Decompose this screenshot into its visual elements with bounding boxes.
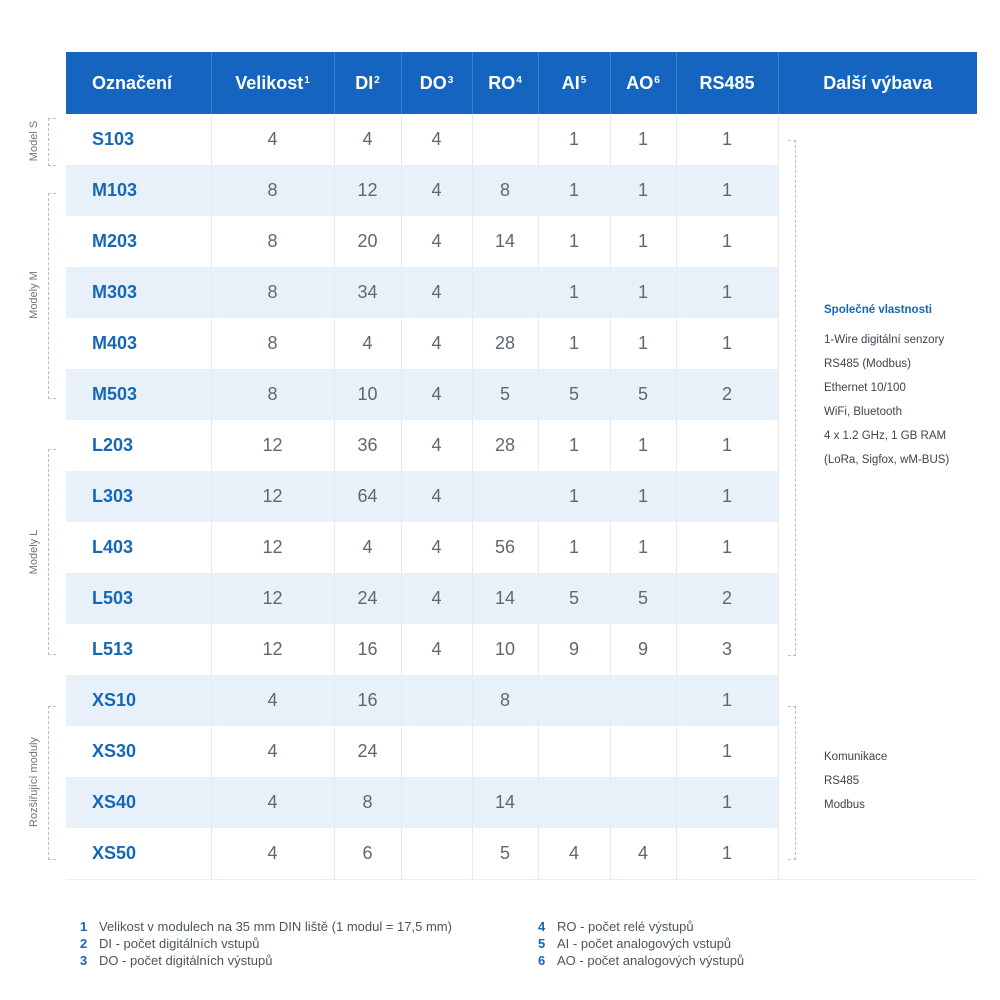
col-ro: $RO^4$ <box>472 52 538 114</box>
rs485-cell: 1 <box>676 522 778 573</box>
ai-cell: 1 <box>538 522 610 573</box>
di-cell: 16 <box>334 675 401 726</box>
ao-cell: 1 <box>610 420 676 471</box>
ro-cell: 8 <box>472 675 538 726</box>
do-cell: 4 <box>401 165 472 216</box>
extra-equipment-cell <box>778 573 977 624</box>
common-feature-item: RS485 (Modbus) <box>824 358 911 370</box>
velikost-cell: 4 <box>211 675 334 726</box>
ro-cell <box>472 471 538 522</box>
do-cell: 4 <box>401 573 472 624</box>
ro-cell: 56 <box>472 522 538 573</box>
di-cell: 6 <box>334 828 401 879</box>
group-label-rozsirujici-moduly: Rozšiřující moduly <box>28 737 40 827</box>
ai-cell: 1 <box>538 267 610 318</box>
footnote: 4 RO - počet relé výstupů <box>538 919 694 934</box>
common-feature-item: WiFi, Bluetooth <box>824 406 902 418</box>
ao-cell <box>610 777 676 828</box>
common-feature-item: Ethernet 10/100 <box>824 382 906 394</box>
velikost-cell: 4 <box>211 726 334 777</box>
table-row <box>66 114 977 165</box>
table-row <box>66 216 977 267</box>
do-cell: 4 <box>401 114 472 165</box>
col-ao: $AO^6$ <box>610 52 676 114</box>
ro-cell: 10 <box>472 624 538 675</box>
footnote: 2 DI - počet digitálních vstupů <box>80 936 260 951</box>
extra-equipment-cell <box>778 828 977 879</box>
ai-cell: 4 <box>538 828 610 879</box>
brace-expansion-features <box>788 706 796 860</box>
group-label-modely-m: Modely M <box>28 271 40 319</box>
table-row <box>66 573 977 624</box>
velikost-cell: 4 <box>211 114 334 165</box>
brace-common-features <box>788 140 796 656</box>
velikost-cell: 12 <box>211 420 334 471</box>
do-cell: 4 <box>401 624 472 675</box>
table-row <box>66 165 977 216</box>
velikost-cell: 12 <box>211 471 334 522</box>
do-cell: 4 <box>401 216 472 267</box>
rs485-cell: 1 <box>676 777 778 828</box>
ro-cell: 8 <box>472 165 538 216</box>
ao-cell <box>610 726 676 777</box>
velikost-cell: 4 <box>211 777 334 828</box>
model-name-cell: M303 <box>66 267 211 318</box>
ro-cell <box>472 114 538 165</box>
col-dalsi-vybava: Další výbava <box>778 52 977 114</box>
model-name-cell: M403 <box>66 318 211 369</box>
velikost-cell: 12 <box>211 624 334 675</box>
expansion-features-block <box>824 745 887 817</box>
di-cell: 8 <box>334 777 401 828</box>
expansion-feature-item: Komunikace <box>824 751 888 763</box>
ai-cell: 1 <box>538 114 610 165</box>
rs485-cell: 1 <box>676 267 778 318</box>
table-row <box>66 471 977 522</box>
col-di: $DI^2$ <box>334 52 401 114</box>
rs485-cell: 1 <box>676 828 778 879</box>
velikost-cell: 12 <box>211 522 334 573</box>
model-name-cell: XS50 <box>66 828 211 879</box>
group-label-modely-l: Modely L <box>28 529 40 575</box>
ai-cell <box>538 726 610 777</box>
do-cell <box>401 726 472 777</box>
ro-cell: 14 <box>472 216 538 267</box>
rs485-cell: 1 <box>676 165 778 216</box>
expansion-feature-item: Modbus <box>824 799 865 811</box>
col-velikost: Velikost$^1$ <box>211 52 334 114</box>
col-rs485: RS485 <box>676 52 778 114</box>
model-name-cell: L403 <box>66 522 211 573</box>
ai-cell <box>538 777 610 828</box>
ai-cell: 1 <box>538 420 610 471</box>
ro-cell: 28 <box>472 318 538 369</box>
di-cell: 4 <box>334 522 401 573</box>
velikost-cell: 8 <box>211 318 334 369</box>
extra-equipment-cell <box>778 675 977 726</box>
footnote: 6 AO - počet analogových výstupů <box>538 953 745 968</box>
di-cell: 12 <box>334 165 401 216</box>
footnote: 3 DO - počet digitálních výstupů <box>80 953 273 968</box>
do-cell <box>401 777 472 828</box>
extra-equipment-cell <box>778 165 977 216</box>
common-features-block <box>824 298 949 472</box>
ai-cell: 9 <box>538 624 610 675</box>
velikost-cell: 8 <box>211 216 334 267</box>
model-name-cell: XS10 <box>66 675 211 726</box>
rs485-cell: 1 <box>676 318 778 369</box>
model-name-cell: M103 <box>66 165 211 216</box>
extra-equipment-cell <box>778 216 977 267</box>
ai-cell: 1 <box>538 216 610 267</box>
di-cell: 34 <box>334 267 401 318</box>
ro-cell <box>472 267 538 318</box>
do-cell: 4 <box>401 471 472 522</box>
bracket-rozsirujici <box>48 706 56 860</box>
bracket-modely-l <box>48 449 56 655</box>
group-label-model-s: Model S <box>28 120 40 162</box>
ao-cell: 1 <box>610 165 676 216</box>
ao-cell: 5 <box>610 369 676 420</box>
velikost-cell: 4 <box>211 828 334 879</box>
velikost-cell: 8 <box>211 165 334 216</box>
ao-cell: 1 <box>610 522 676 573</box>
bracket-model-s <box>48 118 56 166</box>
table-row <box>66 522 977 573</box>
di-cell: 24 <box>334 726 401 777</box>
expansion-feature-item: RS485 <box>824 775 860 787</box>
rs485-cell: 1 <box>676 726 778 777</box>
model-name-cell: XS30 <box>66 726 211 777</box>
di-cell: 64 <box>334 471 401 522</box>
velikost-cell: 8 <box>211 369 334 420</box>
rs485-cell: 3 <box>676 624 778 675</box>
common-feature-item: (LoRa, Sigfox, wM-BUS) <box>824 454 950 466</box>
table-row <box>66 828 977 879</box>
model-name-cell: L303 <box>66 471 211 522</box>
col-do: $DO^3$ <box>401 52 472 114</box>
di-cell: 20 <box>334 216 401 267</box>
ao-cell: 9 <box>610 624 676 675</box>
rs485-cell: 1 <box>676 114 778 165</box>
do-cell: 4 <box>401 522 472 573</box>
di-cell: 24 <box>334 573 401 624</box>
velikost-cell: 12 <box>211 573 334 624</box>
rs485-cell: 2 <box>676 369 778 420</box>
do-cell <box>401 675 472 726</box>
extra-equipment-cell <box>778 114 977 165</box>
do-cell: 4 <box>401 369 472 420</box>
ai-cell: 1 <box>538 165 610 216</box>
model-name-cell: M203 <box>66 216 211 267</box>
model-name-cell: L203 <box>66 420 211 471</box>
ro-cell: 5 <box>472 369 538 420</box>
model-name-cell: S103 <box>66 114 211 165</box>
ai-cell: 1 <box>538 471 610 522</box>
common-feature-item: 4 x 1.2 GHz, 1 GB RAM <box>824 430 947 442</box>
rs485-cell: 1 <box>676 675 778 726</box>
ai-cell <box>538 675 610 726</box>
ao-cell: 1 <box>610 114 676 165</box>
velikost-cell: 8 <box>211 267 334 318</box>
ao-cell: 1 <box>610 267 676 318</box>
ao-cell: 1 <box>610 471 676 522</box>
common-feature-item: 1-Wire digitální senzory <box>824 334 945 346</box>
col-ai: $AI^5$ <box>538 52 610 114</box>
di-cell: 10 <box>334 369 401 420</box>
rs485-cell: 1 <box>676 420 778 471</box>
di-cell: 4 <box>334 114 401 165</box>
extra-equipment-cell <box>778 471 977 522</box>
table-row <box>66 624 977 675</box>
rs485-cell: 1 <box>676 216 778 267</box>
footnote: 1 Velikost v modulech na 35 mm DIN liště (1 modul = 17,5 mm) <box>80 919 452 934</box>
ai-cell: 5 <box>538 573 610 624</box>
model-name-cell: XS40 <box>66 777 211 828</box>
table-header-row <box>66 52 977 114</box>
ro-cell: 14 <box>472 573 538 624</box>
col-oznaceni: Označení <box>66 52 211 114</box>
ao-cell: 4 <box>610 828 676 879</box>
table-row <box>66 675 977 726</box>
extra-equipment-cell <box>778 522 977 573</box>
rs485-cell: 1 <box>676 471 778 522</box>
di-cell: 4 <box>334 318 401 369</box>
do-cell <box>401 828 472 879</box>
do-cell: 4 <box>401 267 472 318</box>
extra-equipment-cell <box>778 624 977 675</box>
model-name-cell: M503 <box>66 369 211 420</box>
do-cell: 4 <box>401 420 472 471</box>
footnote: 5 AI - počet analogových vstupů <box>538 936 732 951</box>
ao-cell: 1 <box>610 318 676 369</box>
do-cell: 4 <box>401 318 472 369</box>
model-name-cell: L503 <box>66 573 211 624</box>
rs485-cell: 2 <box>676 573 778 624</box>
ro-cell: 14 <box>472 777 538 828</box>
di-cell: 16 <box>334 624 401 675</box>
common-features-title: Společné vlastnosti <box>824 304 933 316</box>
di-cell: 36 <box>334 420 401 471</box>
ao-cell: 1 <box>610 216 676 267</box>
ro-cell <box>472 726 538 777</box>
ro-cell: 28 <box>472 420 538 471</box>
ai-cell: 5 <box>538 369 610 420</box>
ao-cell: 5 <box>610 573 676 624</box>
bracket-modely-m <box>48 193 56 399</box>
ao-cell <box>610 675 676 726</box>
model-name-cell: L513 <box>66 624 211 675</box>
ro-cell: 5 <box>472 828 538 879</box>
ai-cell: 1 <box>538 318 610 369</box>
